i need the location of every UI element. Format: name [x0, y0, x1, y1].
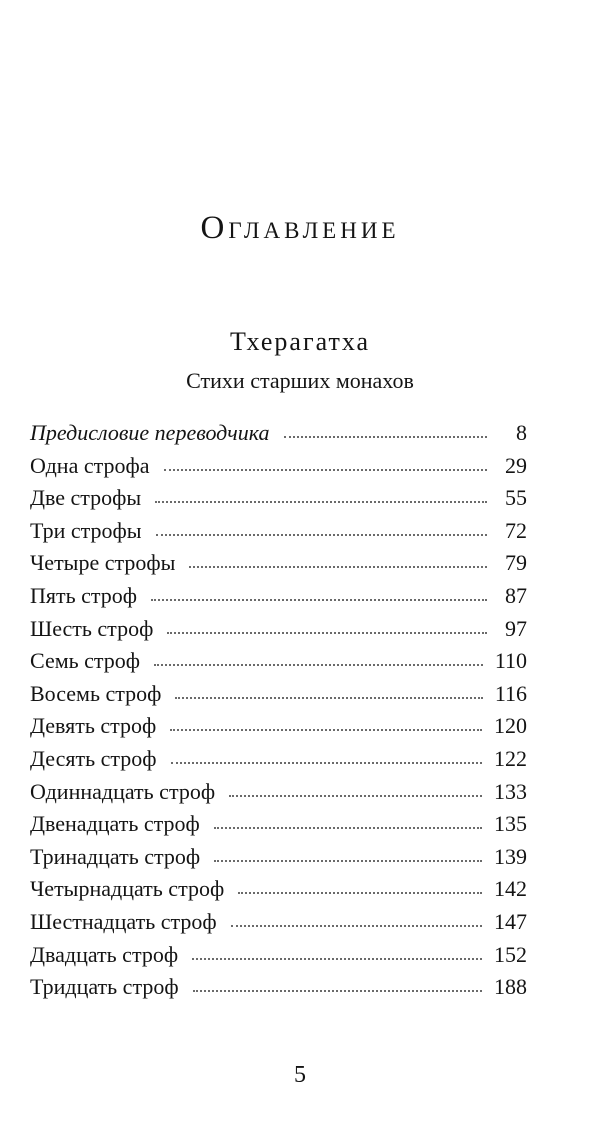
- toc-entry-label: Шестнадцать строф: [30, 908, 217, 934]
- toc-entry-page: 8: [516, 420, 527, 445]
- toc-entry-label: Двадцать строф: [30, 941, 179, 967]
- toc-dot-leader: [231, 925, 482, 927]
- toc-entry[interactable]: [30, 844, 527, 877]
- toc-entry-page: 72: [505, 517, 527, 543]
- page-title: Оглавление: [200, 210, 400, 246]
- toc-entry-label: Десять строф: [30, 745, 157, 771]
- toc-entry-page: 122: [494, 745, 527, 771]
- toc-dot-leader: [214, 860, 482, 862]
- toc-dot-leader: [192, 958, 482, 960]
- toc-entry-page: 87: [505, 582, 527, 608]
- toc-entry-label: Тринадцать строф: [30, 843, 201, 869]
- toc-entry-label: Пять строф: [30, 582, 138, 608]
- toc-entry[interactable]: [30, 811, 527, 844]
- toc-entry-page: 97: [505, 615, 527, 641]
- toc-entry-page: 29: [505, 452, 527, 478]
- toc-entry-label: Девять строф: [30, 713, 157, 739]
- toc-entry-label: Одна строфа: [30, 452, 150, 478]
- toc-entry-label: Четыре строфы: [30, 550, 176, 576]
- toc-dot-leader: [238, 892, 482, 894]
- toc-entry-page: 139: [494, 843, 527, 869]
- toc-dot-leader: [175, 697, 482, 699]
- toc-dot-leader: [151, 599, 487, 601]
- toc-entry-page: 135: [494, 811, 527, 837]
- toc-entry-label: Две строфы: [30, 485, 142, 511]
- toc-entry[interactable]: [30, 746, 527, 779]
- toc-entry-label: Семь строф: [30, 648, 141, 674]
- table-of-contents: [30, 420, 527, 1007]
- toc-entry-page: 116: [494, 680, 527, 706]
- toc-entry-label: Одиннадцать строф: [30, 778, 216, 804]
- toc-dot-leader: [164, 469, 488, 471]
- toc-entry-label: Три строфы: [30, 517, 142, 543]
- toc-entry[interactable]: [30, 974, 527, 1007]
- toc-entry[interactable]: [30, 550, 527, 583]
- toc-entry-page: 120: [494, 713, 527, 739]
- toc-entry[interactable]: [30, 420, 527, 453]
- toc-entry[interactable]: [30, 583, 527, 616]
- toc-entry[interactable]: [30, 453, 527, 486]
- toc-entry-page: 152: [494, 941, 527, 967]
- toc-entry-label: Четырнадцать строф: [30, 876, 225, 902]
- toc-entry-label: Двенадцать строф: [30, 811, 200, 837]
- toc-entry-page: 55: [505, 485, 527, 511]
- toc-dot-leader: [170, 729, 482, 731]
- toc-entry-label: Шесть строф: [30, 615, 154, 641]
- toc-entry-label: Предисловие переводчика: [30, 420, 270, 445]
- toc-entry-label: Тридцать строф: [30, 974, 179, 1000]
- toc-entry-page: 147: [494, 908, 527, 934]
- toc-dot-leader: [229, 795, 482, 797]
- toc-dot-leader: [171, 762, 482, 764]
- toc-dot-leader: [189, 566, 487, 568]
- toc-dot-leader: [154, 664, 483, 666]
- section-subtitle: Стихи старших монахов: [186, 368, 414, 393]
- toc-entry-label: Восемь строф: [30, 680, 162, 706]
- toc-entry[interactable]: [30, 518, 527, 551]
- toc-dot-leader: [155, 501, 487, 503]
- toc-dot-leader: [214, 827, 482, 829]
- toc-entry[interactable]: [30, 681, 527, 714]
- toc-dot-leader: [193, 990, 482, 992]
- section-title: Тхерагатха: [229, 327, 371, 356]
- toc-entry-page: 110: [494, 648, 527, 674]
- toc-dot-leader: [167, 632, 487, 634]
- toc-entry-page: 142: [494, 876, 527, 902]
- toc-entry[interactable]: [30, 648, 527, 681]
- toc-entry[interactable]: [30, 485, 527, 518]
- page-number: 5: [294, 1062, 306, 1088]
- toc-entry[interactable]: [30, 942, 527, 975]
- toc-entry-page: 133: [494, 778, 527, 804]
- toc-entry[interactable]: [30, 779, 527, 812]
- toc-entry[interactable]: [30, 876, 527, 909]
- toc-dot-leader: [284, 436, 487, 438]
- toc-entry[interactable]: [30, 713, 527, 746]
- toc-entry-page: 79: [505, 550, 527, 576]
- toc-dot-leader: [156, 534, 487, 536]
- toc-entry[interactable]: [30, 616, 527, 649]
- toc-entry[interactable]: [30, 909, 527, 942]
- toc-entry-page: 188: [494, 974, 527, 1000]
